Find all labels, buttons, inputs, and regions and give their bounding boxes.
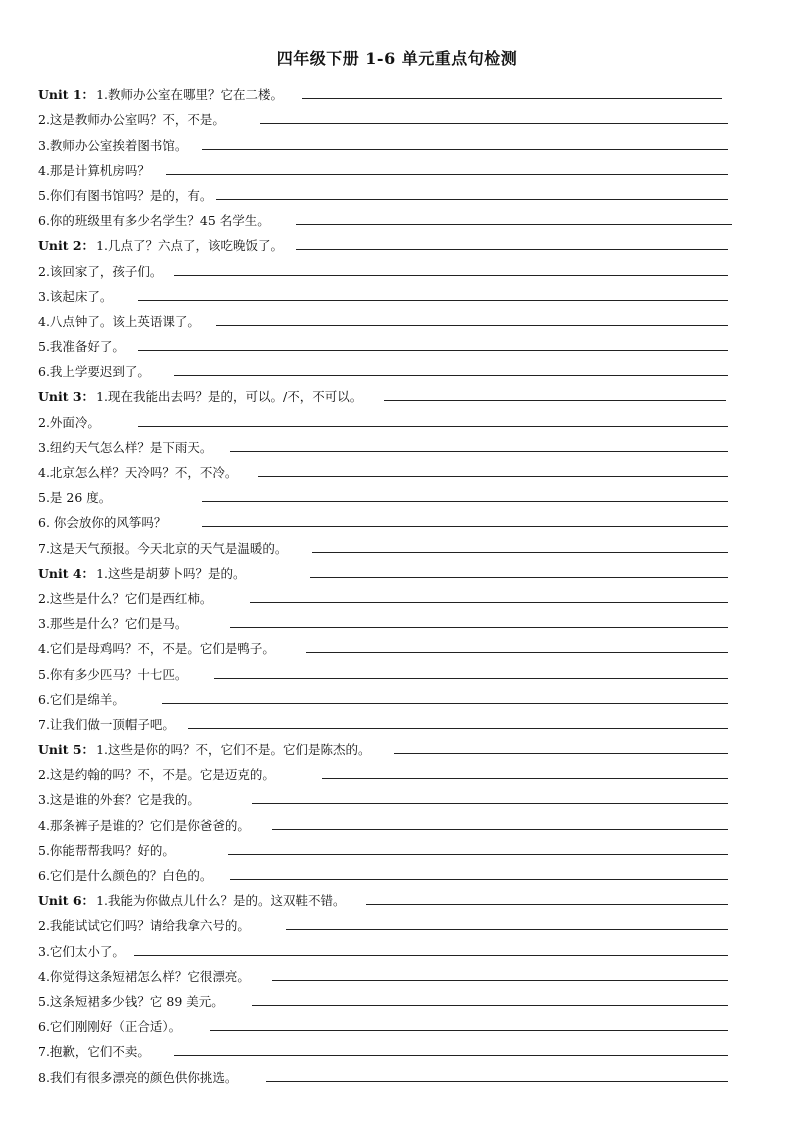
question-text: 5.是 26 度。	[38, 490, 112, 506]
question-text: 3.该起床了。	[38, 288, 113, 304]
question-row	[38, 204, 738, 229]
answer-line[interactable]	[296, 224, 732, 225]
question-text: 5.你能帮帮我吗？好的。	[38, 842, 175, 858]
question-text: 3.教师办公室挨着图书馆。	[38, 137, 188, 153]
answer-line[interactable]	[286, 929, 728, 930]
answer-line[interactable]	[252, 1005, 728, 1006]
question-text: 4.那条裤子是谁的？它们是你爸爸的。	[38, 817, 250, 833]
question-row	[38, 128, 738, 153]
question-row	[38, 179, 738, 204]
question-text: 7.抱歉，它们不卖。	[38, 1044, 150, 1060]
answer-line[interactable]	[302, 98, 722, 99]
answer-line[interactable]	[174, 375, 728, 376]
question-text: 7.让我们做一顶帽子吧。	[38, 716, 175, 732]
answer-line[interactable]	[252, 803, 728, 804]
unit-label: Unit 6：	[38, 893, 95, 909]
question-row	[38, 506, 738, 531]
answer-line[interactable]	[384, 400, 726, 401]
unit-label: Unit 2：	[38, 238, 95, 254]
answer-line[interactable]	[138, 300, 728, 301]
answer-line[interactable]	[202, 149, 728, 150]
question-row	[38, 431, 738, 456]
answer-line[interactable]	[230, 451, 728, 452]
question-text: 4.八点钟了。该上英语课了。	[38, 313, 200, 329]
answer-line[interactable]	[228, 854, 728, 855]
question-text: 3.纽约天气怎么样？是下雨天。	[38, 439, 213, 455]
answer-line[interactable]	[310, 577, 728, 578]
question-row	[38, 582, 738, 607]
answer-line[interactable]	[216, 325, 728, 326]
question-row	[38, 154, 738, 179]
question-row	[38, 229, 738, 254]
question-row	[38, 330, 738, 355]
question-text: 2.这是约翰的吗？不，不是。它是迈克的。	[38, 767, 275, 783]
answer-line[interactable]	[258, 476, 728, 477]
answer-line[interactable]	[202, 526, 728, 527]
answer-line[interactable]	[162, 703, 728, 704]
question-text: 5.你有多少匹马？十七匹。	[38, 666, 188, 682]
answer-line[interactable]	[394, 753, 728, 754]
question-text: 2.这是教师办公室吗？不，不是。	[38, 112, 225, 128]
question-text: 2.外面冷。	[38, 414, 100, 430]
page-title: 四年级下册 1-6 单元重点句检测	[276, 49, 518, 68]
answer-line[interactable]	[174, 1055, 728, 1056]
answer-line[interactable]	[230, 879, 728, 880]
question-row	[38, 380, 738, 405]
answer-line[interactable]	[138, 426, 728, 427]
answer-line[interactable]	[138, 350, 728, 351]
question-row	[38, 934, 738, 959]
question-text: 4.北京怎么样？天冷吗？不，不冷。	[38, 465, 238, 480]
unit-label: Unit 1：	[38, 87, 95, 103]
question-text: 1.这些是胡萝卜吗？是的。	[96, 565, 246, 581]
question-text: 1.现在我能出去吗？是的，可以。/不，不可以。	[96, 389, 363, 405]
question-row	[38, 280, 738, 305]
answer-line[interactable]	[216, 199, 728, 200]
question-row	[38, 884, 738, 909]
question-text: 3.它们太小了。	[38, 943, 125, 959]
question-row	[38, 632, 738, 657]
answer-line[interactable]	[166, 174, 728, 175]
answer-line[interactable]	[250, 602, 728, 603]
question-row	[38, 1060, 738, 1085]
question-text: 3.那些是什么？它们是马。	[38, 616, 188, 632]
question-text: 1.教师办公室在哪里？它在二楼。	[96, 87, 283, 103]
question-row	[38, 783, 738, 808]
answer-line[interactable]	[366, 904, 728, 905]
question-row	[38, 405, 738, 430]
question-text: 6.你的班级里有多少名学生？45 名学生。	[38, 213, 270, 229]
question-row	[38, 985, 738, 1010]
question-text: 6.它们刚刚好（正合适）。	[38, 1019, 182, 1035]
answer-line[interactable]	[230, 627, 728, 628]
question-text: 4.那是计算机房吗？	[38, 162, 150, 178]
question-row	[38, 531, 738, 556]
question-row	[38, 758, 738, 783]
unit-label: Unit 3：	[38, 389, 95, 405]
question-text: 6.我上学要迟到了。	[38, 364, 150, 380]
question-text: 6. 你会放你的风筝吗？	[38, 515, 167, 531]
answer-line[interactable]	[272, 829, 728, 830]
question-text: 5.我准备好了。	[38, 339, 125, 355]
question-row	[38, 657, 738, 682]
question-row	[38, 481, 738, 506]
question-text: 2.我能试试它们吗？请给我拿六号的。	[38, 918, 250, 934]
question-row	[38, 733, 738, 758]
answer-line[interactable]	[202, 501, 728, 502]
question-row	[38, 960, 738, 985]
question-text: 2.该回家了，孩子们。	[38, 263, 163, 279]
question-text: 7.这是天气预报。今天北京的天气是温暖的。	[38, 540, 288, 556]
answer-line[interactable]	[296, 249, 728, 250]
question-row	[38, 355, 738, 380]
unit-label: Unit 5：	[38, 742, 95, 758]
answer-line[interactable]	[260, 123, 728, 124]
question-text: 8.我们有很多漂亮的颜色供你挑选。	[38, 1069, 238, 1085]
answer-line[interactable]	[306, 652, 728, 653]
question-text: 4.它们是母鸡吗？不，不是。它们是鸭子。	[38, 641, 275, 657]
question-text: 5.这条短裙多少钱？它 89 美元。	[38, 993, 224, 1009]
question-text: 6.它们是什么颜色的？白色的。	[38, 868, 213, 883]
question-row	[38, 859, 738, 884]
question-text: 3.这是谁的外套？它是我的。	[38, 792, 200, 808]
question-row	[38, 103, 738, 128]
question-text: 4.你觉得这条短裙怎么样？它很漂亮。	[38, 968, 250, 984]
question-row	[38, 607, 738, 632]
question-row	[38, 254, 738, 279]
question-row	[38, 808, 738, 833]
answer-line[interactable]	[210, 1030, 728, 1031]
unit-label: Unit 4：	[38, 565, 95, 581]
question-text: 5.你们有图书馆吗？是的，有。	[38, 187, 213, 203]
question-text: 2.这些是什么？它们是西红柿。	[38, 590, 213, 606]
answer-line[interactable]	[322, 778, 728, 779]
question-row	[38, 305, 738, 330]
question-text: 1.这些是你的吗？不，它们不是。它们是陈杰的。	[96, 742, 371, 758]
question-row	[38, 708, 738, 733]
question-row	[38, 683, 738, 708]
answer-line[interactable]	[134, 955, 728, 956]
question-row	[38, 1035, 738, 1060]
answer-line[interactable]	[188, 728, 728, 729]
answer-line[interactable]	[312, 552, 728, 553]
question-text: 1.几点了？六点了，该吃晚饭了。	[96, 238, 283, 254]
question-row	[38, 834, 738, 859]
question-row	[38, 456, 738, 481]
question-row	[38, 1010, 738, 1035]
answer-line[interactable]	[174, 275, 728, 276]
answer-line[interactable]	[272, 980, 728, 981]
answer-line[interactable]	[266, 1081, 728, 1082]
question-row	[38, 909, 738, 934]
question-text: 1.我能为你做点儿什么？是的。这双鞋不错。	[96, 893, 346, 909]
question-row	[38, 557, 738, 582]
question-text: 6.它们是绵羊。	[38, 691, 125, 707]
answer-line[interactable]	[214, 678, 728, 679]
question-row	[38, 78, 738, 103]
worksheet	[38, 78, 738, 1086]
